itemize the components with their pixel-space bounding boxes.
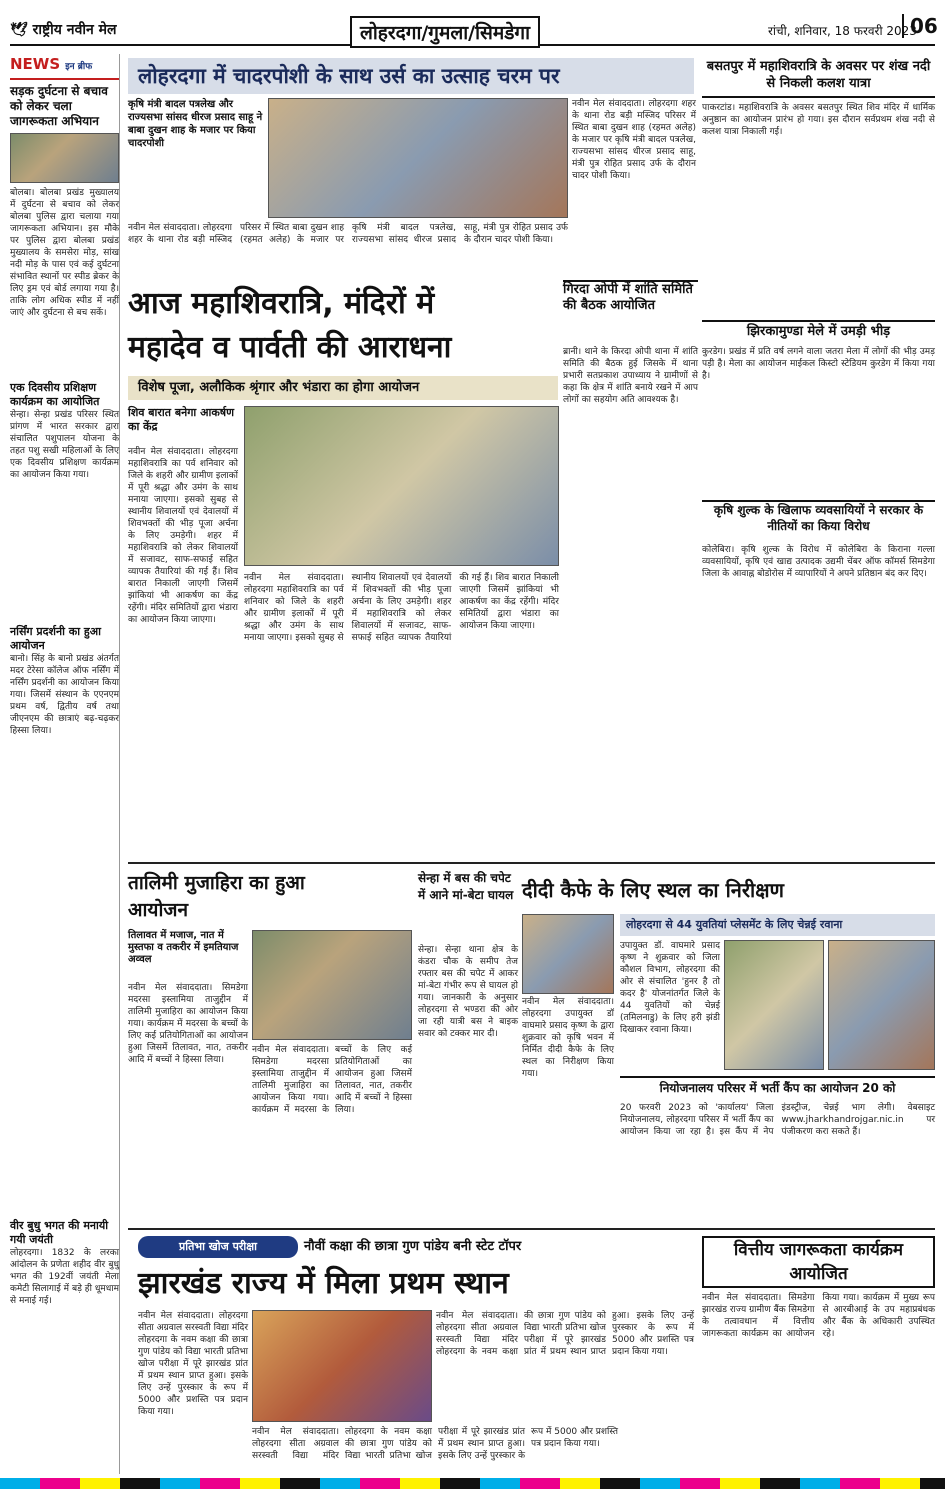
lead-kicker: शिव बारात बनेगा आकर्षण का केंद्र: [128, 406, 235, 433]
top-story-photo: [268, 98, 568, 218]
didi-body: नवीन मेल संवाददाता। लोहरदगा उपायुक्त डॉ वाघमारे प्रसाद कृष्ण के द्वारा शुक्रवार को कृषि भवन में निर्मित दीदी कैफे के लिए स्थल का निरीक्षण किया गया।: [522, 997, 614, 1079]
vittiya-header: [702, 1236, 935, 1288]
gram-story-header: [563, 280, 698, 342]
placement-headline: लोहरदगा से 44 युवतियां प्लेसमेंट के लिए चेन्नई रवाना: [620, 914, 935, 936]
senha-body: सेन्हा। सेन्हा थाना क्षेत्र के कंडरा चौक के समीप तेज रफ्तार बस की चपेट में आकर मां-बेटा गंभीर रूप से घायल हो गया। जानकारी के अनुसार लोहरदगा से भण्डरा की ओर जा रही यात्री बस ने बाइक सवार को टक्कर मार दी।: [418, 945, 518, 1039]
logo-text: राष्ट्रीय नवीन मेल: [32, 22, 117, 38]
news-label: NEWS: [10, 55, 61, 73]
didi-photo: [522, 914, 614, 994]
brief-photo-1: [10, 133, 119, 183]
lead-headline-line1: आज महाशिवरात्रि, मंदिरों में: [128, 286, 435, 321]
right-mid-header: [702, 320, 935, 342]
pratibha-body-left: नवीन मेल संवाददाता। लोहरदगा सीता अग्रवाल सरस्वती विद्या मंदिर लोहरदगा के नवम कक्षा की छात्रा गुण पांडेय को विद्या भारती प्रतिभा खोज परीक्षा में पूरे झारखंड प्रांत में प्रथम स्थान प्राप्त हुआ। इसके लिए उन्हें पुरस्कार के रूप में 5000 और प्रशस्ति पत्र प्रदान किया गया।: [138, 1311, 248, 1417]
brief-title-2: एक दिवसीय प्रशिक्षण कार्यक्रम का आयोजित: [10, 381, 100, 408]
top-story-body-cont: नवीन मेल संवाददाता। लोहरदगा शहर के थाना रोड बड़ी मस्जिद परिसर में स्थित बाबा दुखन शाह (रहमत अलेह) के मजार पर कृषि मंत्री बादल पत्रलेख, राज्यसभा सांसद धीरज प्रसाद साहू, मंत्री पुत्र रोहित प्रसाद उर्फ के दौरान चादर पोशी किया।: [572, 99, 696, 181]
pratibha-body-right: नवीन मेल संवाददाता। लोहरदगा सीता अग्रवाल सरस्वती विद्या मंदिर लोहरदगा के नवम कक्षा की छात्रा गुण पांडेय को विद्या भारती प्रतिभा खोज परीक्षा में पूरे झारखंड प्रांत में प्रथम स्थान प्राप्त हुआ। इसके लिए उन्हें पुरस्कार के रूप में 5000 और प्रशस्ति पत्र प्रदान किया गया।: [436, 1311, 694, 1357]
section-divider-1: [128, 862, 935, 864]
section-title: लोहरदगा/गुमला/सिमडेगा: [350, 16, 540, 48]
talimi-body-left: नवीन मेल संवाददाता। सिमडेगा मदरसा इस्लामिया ताजुद्दीन में तालिमी मुजाहिरा का आयोजन किया गया। कार्यक्रम में मदरसा के बच्चों के लिए कई प्रतियोगिताओं का आयोजन हुआ जिसमें तिलावत, नात, तकरीर आदि में बच्चों ने हिस्सा लिया।: [128, 983, 248, 1065]
issue-date: रांची, शनिवार, 18 फरवरी 2023: [768, 24, 917, 38]
lead-subhead: विशेष पूजा, अलौकिक श्रृंगार और भंडारा का होगा आयोजन: [128, 376, 558, 400]
news-brief-header: [10, 54, 119, 80]
placement-photo-1: [724, 940, 824, 1070]
niyojan-body: 20 फरवरी 2023 को 'कार्यालय' जिला नियोजनालय, लोहरदगा परिसर में भर्ती कैंप का आयोजन किया जा रहा है। इस कैंप में नेप इंडस्ट्रीज, चेन्नई भाग लेगी। वेबसाइट www.jharkhandrojgar.nic.in पर पंजीकरण करा सकते हैं।: [620, 1103, 935, 1137]
right-lower-body: कोलेबिरा। कृषि शुल्क के विरोध में कोलेबिरा के किराना गल्ला व्यवसायियों, कृषि एवं खाद्य उत्पादक उद्यमी चेंबर ऑफ कॉमर्स सिमडेगा जिला के आवाह्न बोडोरोस में व्यापारियों ने अपने प्रतिष्ठान बंद कर दिए।: [702, 545, 935, 579]
talimi-photo: [252, 930, 412, 1040]
brief-title-3: नर्सिंग प्रदर्शनी का हुआ आयोजन: [10, 625, 101, 652]
pratibha-body-main: नवीन मेल संवाददाता। लोहरदगा सीता अग्रवाल सरस्वती विद्या मंदिर लोहरदगा के नवम कक्षा की छात्रा गुण पांडेय को विद्या भारती प्रतिभा खोज परीक्षा में पूरे झारखंड प्रांत में प्रथम स्थान प्राप्त हुआ। इसके लिए उन्हें पुरस्कार के रूप में 5000 और प्रशस्ति पत्र प्रदान किया गया।: [252, 1427, 618, 1461]
brief-body-4: लोहरदगा। 1832 के लरका आंदोलन के प्रणेता शहीद वीर बुधु भगत की 192वीं जयंती मेला कमेटी सिलागाई में बड़े ही धूमधाम से मनाई गई।: [10, 1248, 119, 1306]
print-registration-strip: [0, 1478, 945, 1489]
news-brief-column: [10, 54, 120, 1474]
pratibha-photo: [252, 1310, 432, 1422]
top-story-body: नवीन मेल संवाददाता। लोहरदगा शहर के थाना रोड बड़ी मस्जिद परिसर में स्थित बाबा दुखन शाह (रहमत अलेह) के मजार पर कृषि मंत्री बादल पत्रलेख, राज्यसभा सांसद धीरज प्रसाद साहू, मंत्री पुत्र रोहित प्रसाद उर्फ के दौरान चादर पोशी किया।: [128, 223, 568, 245]
top-story-headline: लोहरदगा में चादरपोशी के साथ उर्स का उत्साह चरम पर: [128, 58, 694, 94]
brief-title-1: सड़क दुर्घटना से बचाव को लेकर चला जागरूकता अभियान: [10, 84, 108, 128]
brief-body-2: सेन्हा। सेन्हा प्रखंड परिसर स्थित प्रांगण में भारत सरकार द्वारा संचालित पशुपालन योजना के तहत पशु सखी महिलाओं के लिए एक दिवसीय प्रशिक्षण कार्यक्रम का आयोजन किया गया।: [10, 410, 119, 480]
gram-story-headline: गिरदा ओपी में शांति समिति की बैठक आयोजित: [563, 282, 693, 313]
bird-logo-icon: 🕊: [10, 22, 33, 38]
placement-photo-2: [828, 940, 935, 1070]
right-lower-header: [702, 500, 935, 540]
brief-body-1: बोलबा। बोलबा प्रखंड मुख्यालय में दुर्घटना से बचाव को लेकर बोलबा पुलिस द्वारा चलाया गया जागरूकता अभियान। इस मौके पर पुलिस द्वारा बोलबा प्रखंड मुख्यालय के समसेरा मोड़, सांख नदी मोड़ के पास एवं कई दुर्घटना संभावित स्थानों पर स्पीड ब्रेकर के लिए ड्रम एवं बोर्ड लगाया गया है। ताकि लोग अधिक स्पीड में नहीं जाएं और दुर्घटना से बच सकें।: [10, 188, 119, 318]
gram-story-body: ब्रानी। थाने के किरदा ओपी थाना में शांति समिति की बैठक हुई जिसके में थाना प्रभारी सतप्रकाश उपाध्याय ने ग्रामीणों से कहा कि क्षेत्र में शांति बनाये रखने में आप लोगों का सहयोग अति आवश्यक है।: [563, 347, 698, 405]
page-number: 06: [902, 14, 938, 38]
pratibha-sub: नौवीं कक्षा की छात्रा गुण पांडेय बनी स्टेट टॉपर: [304, 1239, 522, 1254]
senha-headline: सेन्हा में बस की चपेट में आने मां-बेटा घायल: [418, 871, 514, 902]
right-top-body: पाकरटांड। महाशिवरात्रि के अवसर बसतपुर स्थित शिव मंदिर में धार्मिक अनुष्ठान का आयोजन प्रारंभ हो गया। इस दौरान सर्वप्रथम शंख नदी से कलश यात्रा निकाली गई।: [702, 103, 935, 137]
right-lower-headline: कृषि शुल्क के खिलाफ व्यवसायियों ने सरकार के नीतियों का किया विरोध: [713, 503, 924, 533]
right-mid-headline: झिरकामुण्डा मेले में उमड़ी भीड़: [746, 324, 891, 339]
lead-body-main: नवीन मेल संवाददाता। लोहरदगा महाशिवरात्रि का पर्व शनिवार को जिले के शहरी और ग्रामीण इलाकों में पूरी श्रद्धा और उमंग के साथ मनाया जाएगा। इसको सुबह से स्थानीय शिवालयों एवं देवालयों में शिवभक्तों की भीड़ पूजा अर्चना के लिए उमड़ेगी। शहर में महाशिवरात्रि को लेकर शिवालयों में सजावट, साफ-सफाई सहित व्यापक तैयारियां की गई हैं। शिव बारात निकाली जाएगी जिसमें झांकियां भी आकर्षण का केंद्र रहेंगी। मंदिर समितियों द्वारा भंडारा का आयोजन किया जाएगा।: [244, 573, 559, 643]
lead-body-left: नवीन मेल संवाददाता। लोहरदगा महाशिवरात्रि का पर्व शनिवार को जिले के शहरी और ग्रामीण इलाकों में पूरी श्रद्धा और उमंग के साथ मनाया जाएगा। इसको सुबह से स्थानीय शिवालयों एवं देवालयों में शिवभक्तों की भीड़ पूजा अर्चना के लिए उमड़ेगी। शहर में महाशिवरात्रि को लेकर शिवालयों में सजावट, साफ-सफाई सहित व्यापक तैयारियां की गई हैं। शिव बारात निकाली जाएगी जिसमें झांकियां भी आकर्षण का केंद्र रहेंगी। मंदिर समितियों द्वारा भंडारा का आयोजन किया जाएगा।: [128, 447, 238, 625]
section-divider-2: [128, 1228, 935, 1230]
niyojan-headline: नियोजनालय परिसर में भर्ती कैंप का आयोजन 20 को: [659, 1081, 896, 1095]
niyojan-header: [620, 1076, 935, 1098]
newspaper-logo: [10, 20, 117, 39]
talimi-body-main: नवीन मेल संवाददाता। सिमडेगा मदरसा इस्लामिया ताजुद्दीन में तालिमी मुजाहिरा का आयोजन किया गया। कार्यक्रम में मदरसा के बच्चों के लिए कई प्रतियोगिताओं का आयोजन हुआ जिसमें तिलावत, नात, तकरीर आदि में बच्चों ने हिस्सा लिया।: [252, 1045, 412, 1115]
talimi-sub: तिलावत में मजाज, नात में मुस्तफा व तकरीर में इमतियाज अव्वल: [128, 930, 239, 965]
pratibha-tag: प्रतिभा खोज परीक्षा: [138, 1236, 298, 1258]
top-story-photos: [128, 98, 568, 218]
pratibha-headline: झारखंड राज्य में मिला प्रथम स्थान: [138, 1266, 509, 1301]
placement-body: उपायुक्त डॉ. वाघमारे प्रसाद कृष्ण ने शुक्रवार को जिला कौशल विभाग, लोहरदगा की ओर से संचालित 'हुनर है तो कदर है' योजनांतर्गत जिले के 44 युवतियों को चेन्नई (तमिलनाडु) के लिए हरी झंडी दिखाकर रवाना किया।: [620, 941, 720, 1035]
didi-headline: दीदी कैफे के लिए स्थल का निरीक्षण: [522, 878, 785, 902]
masthead: [10, 14, 938, 46]
right-top-header: [702, 58, 935, 98]
brief-body-3: बानो। सिंह के बानो प्रखंड अंतर्गत मदर टेरेसा कॉलेज ऑफ नर्सिंग में नर्सिंग प्रदर्शनी का आयोजन किया गया। जिसमें संस्थान के एएनएम प्रथम वर्ष, द्वितीय वर्ष तथा जीएनएम की छात्राएं बढ़-चढ़कर हिस्सा लिया।: [10, 654, 119, 736]
talimi-headline: तालिमी मुजाहिरा का हुआ आयोजन: [128, 872, 305, 921]
lead-headline-line2: महादेव व पार्वती की आराधना: [128, 330, 452, 365]
vittiya-body: नवीन मेल संवाददाता। सिमडेगा झारखंड राज्य ग्रामीण बैंक सिमडेगा के तत्वावधान में वित्तीय जागरूकता कार्यक्रम का आयोजन किया गया। कार्यक्रम में मुख्य रूप से आरबीआई के उप महाप्रबंधक और बैंक के अधिकारी उपस्थित रहे।: [702, 1293, 935, 1339]
vittiya-headline: वित्तीय जागरूकता कार्यक्रम आयोजित: [733, 1240, 904, 1284]
news-sublabel: इन ब्रीफ: [65, 62, 93, 72]
brief-title-4: वीर बुधु भगत की मनायी गयी जयंती: [10, 1219, 109, 1246]
top-story-sub: कृषि मंत्री बादल पत्रलेख और राज्यसभा सांसद धीरज प्रसाद साहू ने बाबा दुखन शाह के मजार पर किया चादरपोशी: [128, 99, 263, 149]
lead-photo: [244, 406, 559, 566]
right-top-headline: बसतपुर में महाशिवरात्रि के अवसर पर शंख नदी से निकली कलश यात्रा: [706, 59, 931, 91]
right-mid-body: कुरडेग। प्रखंड में प्रति वर्ष लगने वाला जतरा मेला में लोगों की भीड़ उमड़ पड़ी है। मेला का आयोजन माईकल किस्टो स्टेडियम कुरडेग में किया गया है।: [702, 347, 935, 381]
